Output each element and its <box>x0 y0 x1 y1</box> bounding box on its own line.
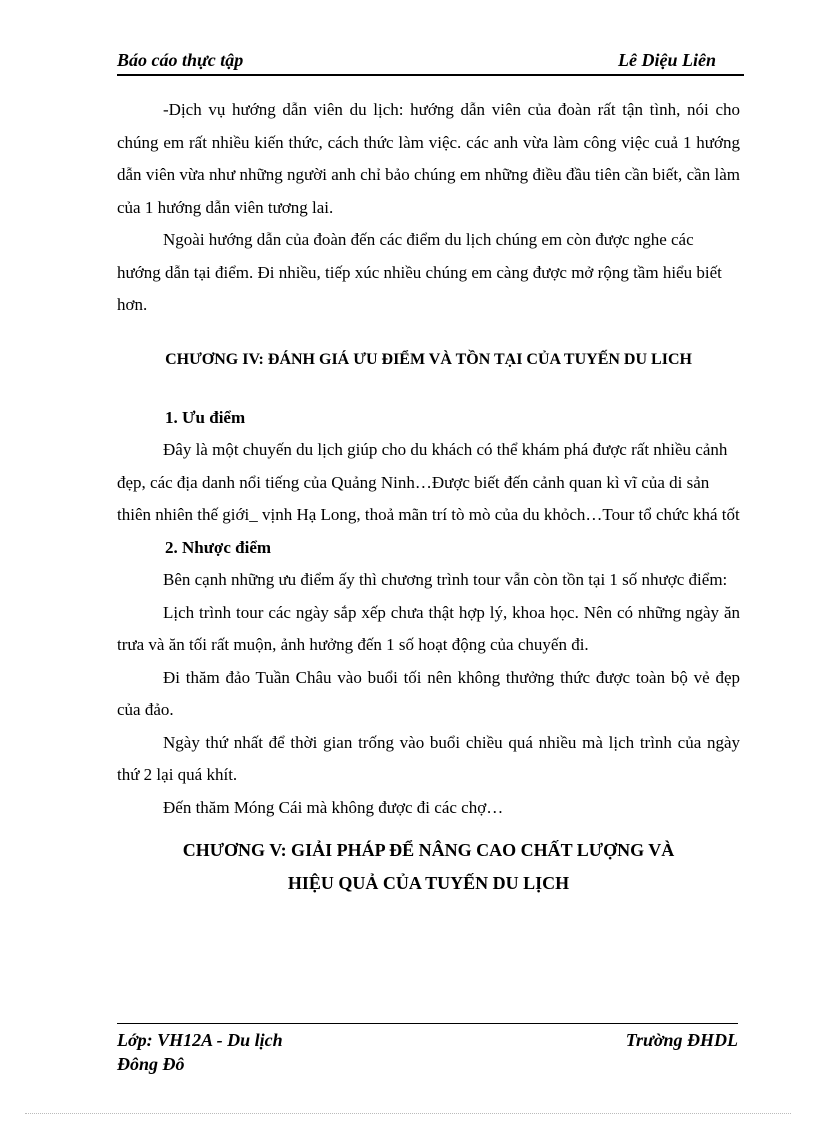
paragraph-tour-guide-service: -Dịch vụ hướng dẫn viên du lịch: hướng dẫn viên của đoàn rất tận tình, nói cho chúng em rất nhiều kiến thức, cách thức làm việc. các anh vừa làm công việc cuả 1 hướng dẫn viên vừa như những người anh chỉ bảo chúng em những điều đầu tiên cần biết, cần làm của 1 hướng dẫn viên tương lai. <box>117 100 740 217</box>
footer-class-line-1: Lớp: VH12A - Du lịch <box>117 1030 283 1050</box>
chapter-5-heading-line-2: HIỆU QUẢ CỦA TUYẾN DU LỊCH <box>287 873 570 893</box>
header-author-name: Lê Diệu Liên <box>618 50 716 70</box>
paragraph-local-guides: Ngoài hướng dẫn của đoàn đến các điểm du lịch chúng em còn được nghe các hướng dẫn tại điểm. Đi nhiều, tiếp xúc nhiều chúng em càng được mở rộng tầm hiểu biết hơn. <box>117 230 722 314</box>
document-body <box>117 94 740 900</box>
section-2-paragraph: Đi thăm đảo Tuần Châu vào buổi tối nên không thưởng thức được toàn bộ vẻ đẹp của đảo. <box>117 667 740 719</box>
footer-school-name: Trường ĐHDL <box>625 1030 738 1050</box>
section-2-heading: 2. Nhược điểm <box>165 537 272 557</box>
header-report-title: Báo cáo thực tập <box>117 50 244 70</box>
footer-class-line-2: Đông Đô <box>117 1054 185 1074</box>
section-1-paragraph: Đây là một chuyến du lịch giúp cho du khách có thể khám phá được rất nhiều cảnh đẹp, các địa danh nổi tiếng của Quảng Ninh…Được biết đến cảnh quan kì vĩ của di sản thiên nhiên thế giới_ vịnh Hạ Long, thoả mãn trí tò mò của du khỏch…Tour tổ chức khá tốt <box>117 440 740 524</box>
page-edge-divider <box>25 1113 791 1114</box>
page-footer <box>117 1023 738 1076</box>
section-2-paragraph: Đến thăm Móng Cái mà không được đi các chợ… <box>163 797 504 817</box>
chapter-5-heading <box>117 834 740 900</box>
section-2-paragraph: Bên cạnh những ưu điểm ấy thì chương trình tour vẫn còn tồn tại 1 số nhược điểm: <box>163 570 728 589</box>
chapter-4-heading: CHƯƠNG IV: ĐÁNH GIÁ ƯU ĐIỂM VÀ TỒN TẠI CỦA TUYẾN DU LICH <box>165 350 692 368</box>
page-header <box>117 46 744 76</box>
section-1-heading: 1. Ưu điểm <box>165 407 246 427</box>
section-2-paragraph: Lịch trình tour các ngày sắp xếp chưa thật hợp lý, khoa học. Nên có những ngày ăn trưa và ăn tối rất muộn, ảnh hưởng đến 1 số hoạt động của chuyến đi. <box>117 602 740 654</box>
chapter-5-heading-line-1: CHƯƠNG V: GIẢI PHÁP ĐỂ NÂNG CAO CHẤT LƯỢNG VÀ <box>182 840 675 860</box>
section-2-paragraph: Ngày thứ nhất để thời gian trống vào buổi chiều quá nhiều mà lịch trình của ngày thứ 2 lại quá khít. <box>117 732 740 784</box>
